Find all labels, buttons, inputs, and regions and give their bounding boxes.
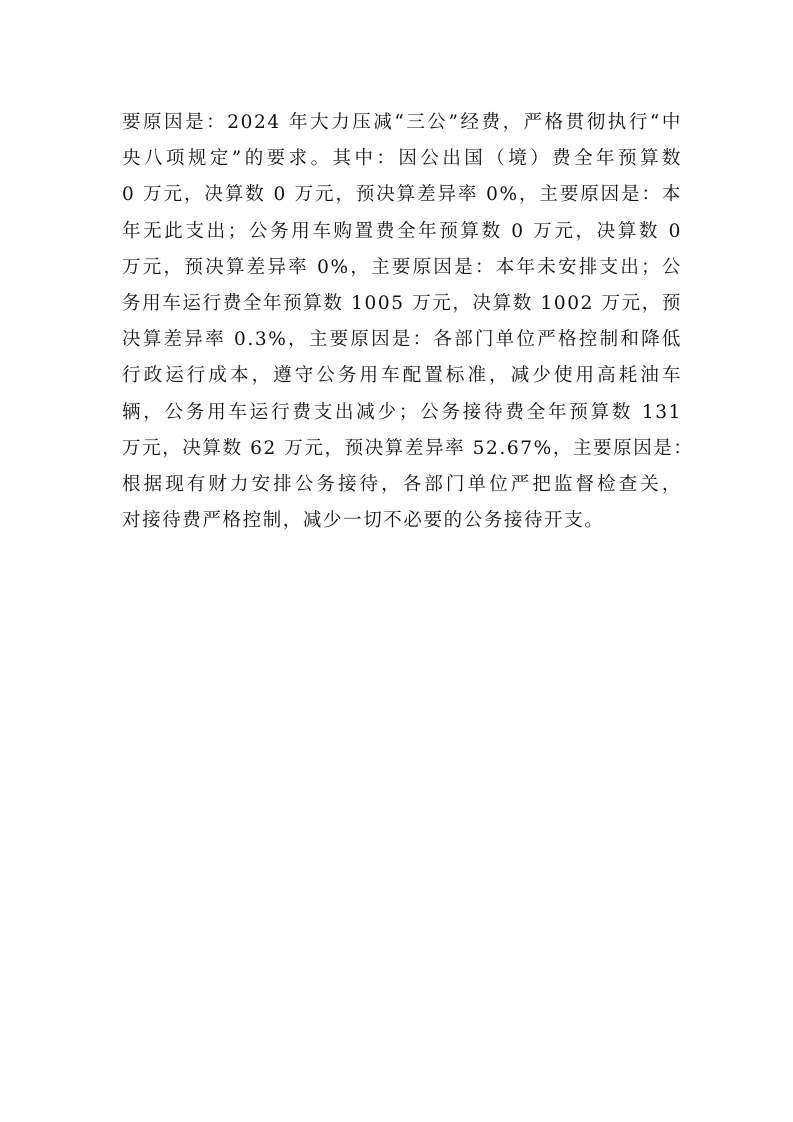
paragraph-line: 万元，决算数 62 万元，预决算差异率 52.67%，主要原因是： xyxy=(122,437,694,459)
paragraph-line: 年无此支出；公务用车购置费全年预算数 0 万元，决算数 0 xyxy=(122,220,682,242)
paragraph-line: 根据现有财力安排公务接待，各部门单位严把监督检查关， xyxy=(122,473,682,495)
paragraph-line: 辆，公务用车运行费支出减少；公务接待费全年预算数 131 xyxy=(122,401,682,423)
paragraph-line: 要原因是：2024 年大力压减“三公”经费，严格贯彻执行“中 xyxy=(122,112,682,133)
paragraph-line: 务用车运行费全年预算数 1005 万元，决算数 1002 万元，预 xyxy=(122,292,682,314)
paragraph-line: 0 万元，决算数 0 万元，预决算差异率 0%，主要原因是：本 xyxy=(122,184,682,206)
paragraph-line: 对接待费严格控制，减少一切不必要的公务接待开支。 xyxy=(122,510,605,532)
paragraph-line: 决算差异率 0.3%，主要原因是：各部门单位严格控制和降低 xyxy=(122,329,682,351)
document-body-paragraph xyxy=(122,105,694,539)
paragraph-line: 万元，预决算差异率 0%，主要原因是：本年未安排支出；公 xyxy=(122,256,682,278)
paragraph-line: 央八项规定”的要求。其中：因公出国（境）费全年预算数 xyxy=(122,148,682,170)
paragraph-line: 行政运行成本，遵守公务用车配置标准，减少使用高耗油车 xyxy=(122,365,682,387)
